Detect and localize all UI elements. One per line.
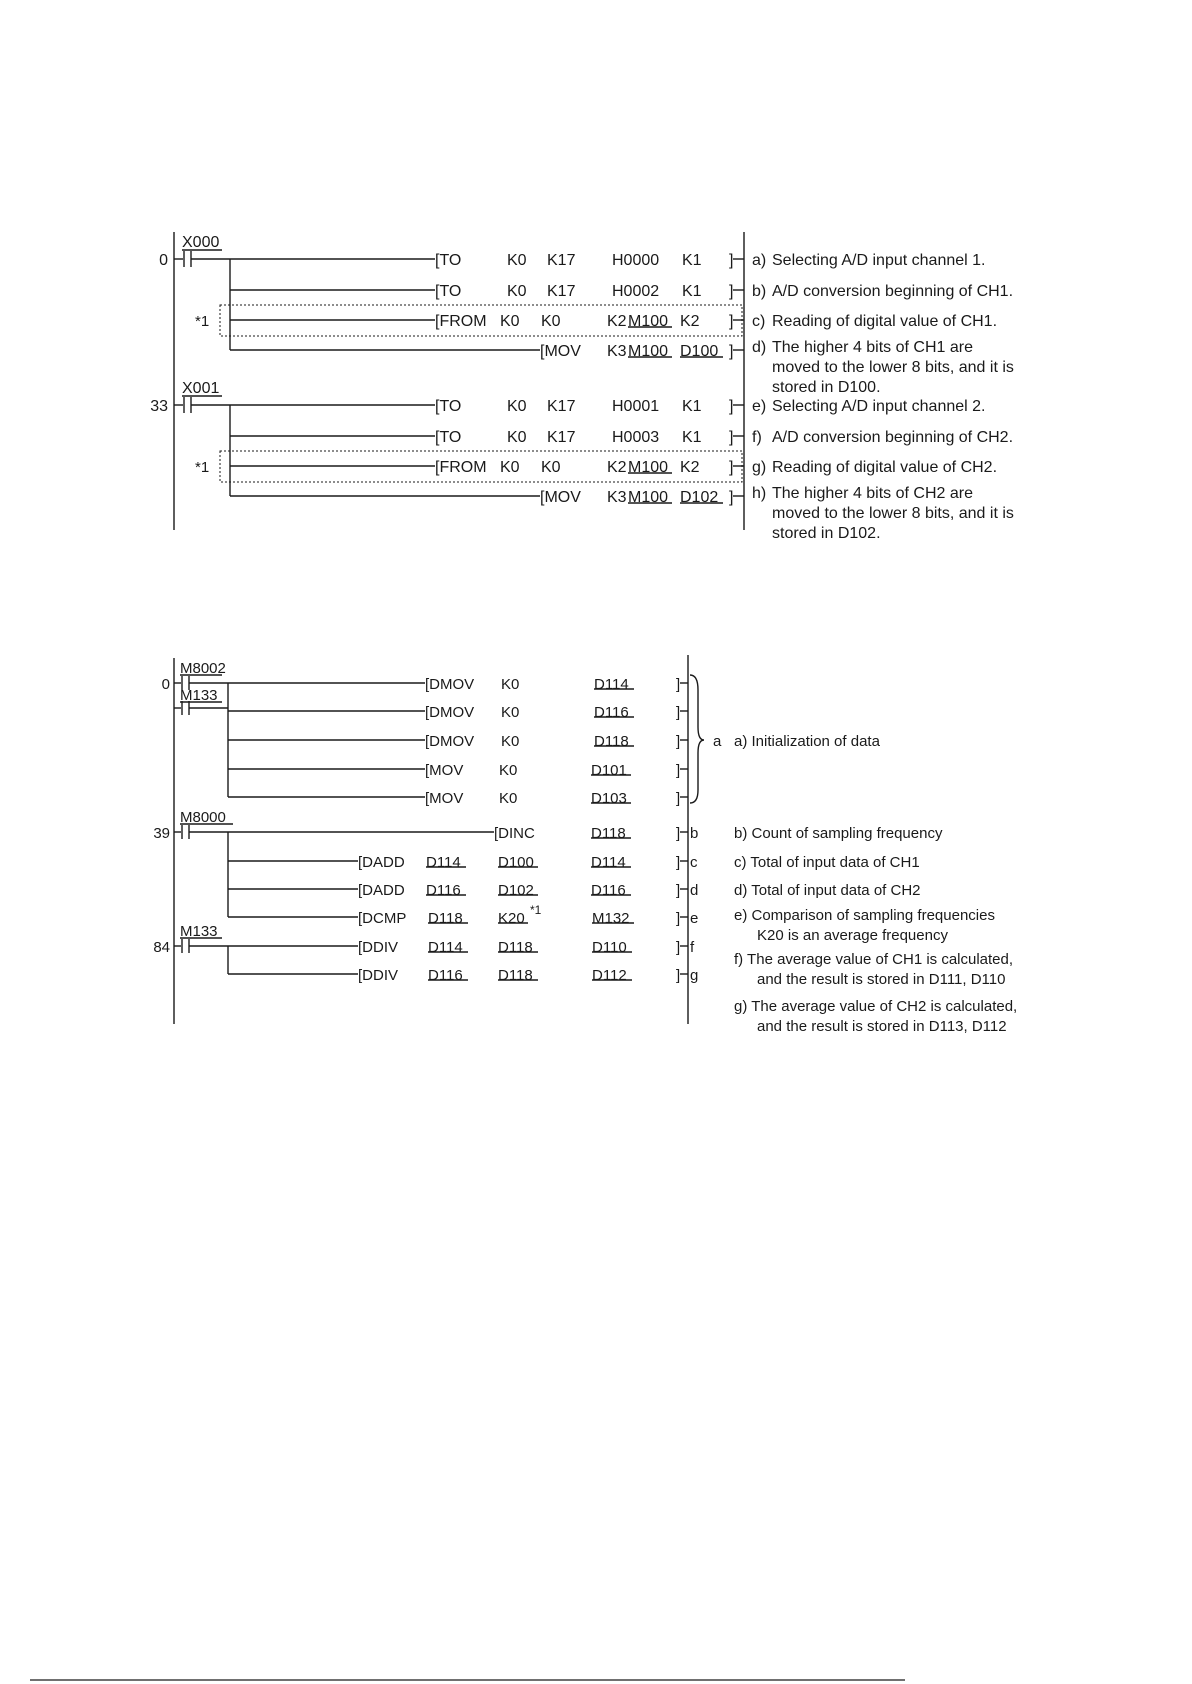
note-letter: h): [752, 485, 767, 502]
group-letter: a: [713, 733, 722, 750]
note-text: The higher 4 bits of CH1 are: [772, 339, 973, 356]
operand: D116: [591, 882, 626, 899]
line-letter: d: [690, 882, 699, 899]
group-brace: [690, 675, 704, 803]
note-text: a) Initialization of data: [734, 733, 880, 750]
instruction-mnemonic: [DCMP: [358, 910, 407, 927]
operand: K2: [607, 313, 627, 330]
instruction-end-bracket: ]: [729, 429, 734, 446]
footnote-mark: *1: [195, 313, 210, 330]
note-text: moved to the lower 8 bits, and it is: [772, 359, 1014, 376]
operand: D114: [426, 854, 461, 871]
operand: M132: [592, 910, 630, 927]
instruction-mnemonic: [MOV: [425, 790, 464, 807]
step-number: 33: [150, 398, 168, 415]
instruction-end-bracket: ]: [729, 489, 734, 506]
instruction-end-bracket: ]: [729, 313, 734, 330]
operand: K17: [547, 398, 576, 415]
operand: M100: [628, 459, 669, 476]
operand: D100: [498, 854, 534, 871]
operand: H0002: [612, 283, 660, 300]
instruction-end-bracket: ]: [729, 343, 734, 360]
operand: K0: [507, 398, 527, 415]
operand: K0: [541, 313, 561, 330]
note-text: The higher 4 bits of CH2 are: [772, 485, 973, 502]
contact-label: M8000: [180, 809, 226, 826]
operand: K0: [507, 429, 527, 446]
operand: K0: [507, 283, 527, 300]
note-text: Selecting A/D input channel 2.: [772, 398, 986, 415]
instruction-mnemonic: [DADD: [358, 854, 405, 871]
operand: D118: [428, 910, 463, 927]
instruction-mnemonic: [FROM: [435, 313, 487, 330]
step-number: 0: [161, 676, 170, 693]
step-number: 39: [153, 825, 170, 842]
operand: D116: [426, 882, 461, 899]
operand: K17: [547, 429, 576, 446]
instruction-end-bracket: ]: [676, 939, 681, 956]
line-letter: e: [690, 910, 699, 927]
operand: D118: [594, 733, 629, 750]
operand: D112: [592, 967, 627, 984]
contact-label: M133: [180, 923, 218, 940]
instruction-mnemonic: [TO: [435, 429, 462, 446]
contact-label: M133: [180, 687, 218, 704]
operand: K0: [499, 790, 518, 807]
instruction-mnemonic: [MOV: [540, 489, 581, 506]
operand: K0: [501, 733, 520, 750]
instruction-end-bracket: ]: [676, 790, 681, 807]
footnote-mark: *1: [195, 459, 210, 476]
operand: K0: [499, 762, 518, 779]
operand: M100: [628, 489, 669, 506]
operand: D110: [592, 939, 627, 956]
operand: K1: [682, 252, 702, 269]
instruction-end-bracket: ]: [729, 252, 734, 269]
instruction-end-bracket: ]: [676, 762, 681, 779]
instruction-end-bracket: ]: [676, 704, 681, 721]
operand: K20: [498, 910, 525, 927]
footnote-mark: *1: [530, 903, 542, 917]
operand: D114: [428, 939, 463, 956]
note-text: A/D conversion beginning of CH2.: [772, 429, 1014, 446]
instruction-mnemonic: [DINC: [494, 825, 535, 842]
ladder-diagram-1: [174, 232, 744, 530]
instruction-mnemonic: [TO: [435, 398, 462, 415]
instruction-mnemonic: [DDIV: [358, 939, 399, 956]
operand: H0001: [612, 398, 660, 415]
note-text: e) Comparison of sampling frequencies: [734, 907, 995, 924]
operand: D116: [594, 704, 629, 721]
instruction-end-bracket: ]: [729, 398, 734, 415]
operand: K17: [547, 283, 576, 300]
note-text: moved to the lower 8 bits, and it is: [772, 505, 1014, 522]
line-letter: b: [690, 825, 699, 842]
contact-label: M8002: [180, 660, 226, 677]
instruction-end-bracket: ]: [676, 910, 681, 927]
note-text: g) The average value of CH2 is calculated,: [734, 998, 1018, 1015]
operand: K0: [501, 676, 520, 693]
note-text: b) Count of sampling frequency: [734, 825, 943, 842]
instruction-end-bracket: ]: [676, 882, 681, 899]
note-text: A/D conversion beginning of CH1.: [772, 283, 1014, 300]
operand: D118: [498, 939, 533, 956]
operand: D101: [591, 762, 627, 779]
instruction-mnemonic: [TO: [435, 283, 462, 300]
operand: D116: [428, 967, 463, 984]
operand: D103: [591, 790, 627, 807]
instruction-mnemonic: [MOV: [425, 762, 464, 779]
operand: D102: [498, 882, 534, 899]
operand: K3: [607, 489, 627, 506]
instruction-end-bracket: ]: [676, 733, 681, 750]
instruction-mnemonic: [DMOV: [425, 733, 475, 750]
operand: H0000: [612, 252, 660, 269]
operand: K0: [500, 313, 520, 330]
operand: D118: [591, 825, 626, 842]
operand: K0: [500, 459, 520, 476]
instruction-mnemonic: [TO: [435, 252, 462, 269]
note-text: and the result is stored in D111, D110: [757, 971, 1006, 988]
operand: K0: [507, 252, 527, 269]
operand: K0: [541, 459, 561, 476]
note-text: stored in D100.: [772, 379, 881, 396]
note-text: K20 is an average frequency: [757, 927, 948, 944]
note-text: c) Total of input data of CH1: [734, 854, 920, 871]
note-letter: d): [752, 339, 767, 356]
line-letter: g: [690, 967, 699, 984]
operand: K0: [501, 704, 520, 721]
instruction-end-bracket: ]: [676, 967, 681, 984]
instruction-mnemonic: [DDIV: [358, 967, 399, 984]
instruction-end-bracket: ]: [729, 283, 734, 300]
line-letter: f: [690, 939, 695, 956]
note-text: Reading of digital value of CH2.: [772, 459, 998, 476]
operand: D102: [680, 489, 719, 506]
operand: K3: [607, 343, 627, 360]
operand: K2: [680, 313, 700, 330]
note-letter: c): [752, 313, 766, 330]
note-text: Selecting A/D input channel 1.: [772, 252, 986, 269]
instruction-end-bracket: ]: [676, 676, 681, 693]
operand: M100: [628, 313, 669, 330]
note-letter: f): [752, 429, 762, 446]
note-letter: a): [752, 252, 767, 269]
note-letter: e): [752, 398, 767, 415]
note-text: and the result is stored in D113, D112: [757, 1018, 1007, 1035]
step-number: 0: [159, 252, 168, 269]
operand: H0003: [612, 429, 660, 446]
instruction-mnemonic: [DADD: [358, 882, 405, 899]
operand: K2: [680, 459, 700, 476]
instruction-end-bracket: ]: [676, 825, 681, 842]
contact-label: X000: [182, 234, 220, 251]
operand: K1: [682, 429, 702, 446]
note-letter: g): [752, 459, 767, 476]
instruction-mnemonic: [FROM: [435, 459, 487, 476]
operand: D100: [680, 343, 719, 360]
operand: D114: [591, 854, 626, 871]
operand: K2: [607, 459, 627, 476]
note-letter: b): [752, 283, 767, 300]
contact-label: X001: [182, 380, 220, 397]
note-text: d) Total of input data of CH2: [734, 882, 921, 899]
operand: K1: [682, 283, 702, 300]
operand: M100: [628, 343, 669, 360]
operand: K17: [547, 252, 576, 269]
instruction-mnemonic: [DMOV: [425, 704, 475, 721]
operand: D114: [594, 676, 629, 693]
operand: K1: [682, 398, 702, 415]
instruction-mnemonic: [MOV: [540, 343, 581, 360]
instruction-end-bracket: ]: [729, 459, 734, 476]
note-text: f) The average value of CH1 is calculated,: [734, 951, 1014, 968]
ladder-diagram-2-text: [153, 660, 1017, 1035]
instruction-end-bracket: ]: [676, 854, 681, 871]
note-text: stored in D102.: [772, 525, 881, 542]
operand: D118: [498, 967, 533, 984]
note-text: Reading of digital value of CH1.: [772, 313, 998, 330]
step-number: 84: [153, 939, 170, 956]
instruction-mnemonic: [DMOV: [425, 676, 475, 693]
line-letter: c: [690, 854, 698, 871]
